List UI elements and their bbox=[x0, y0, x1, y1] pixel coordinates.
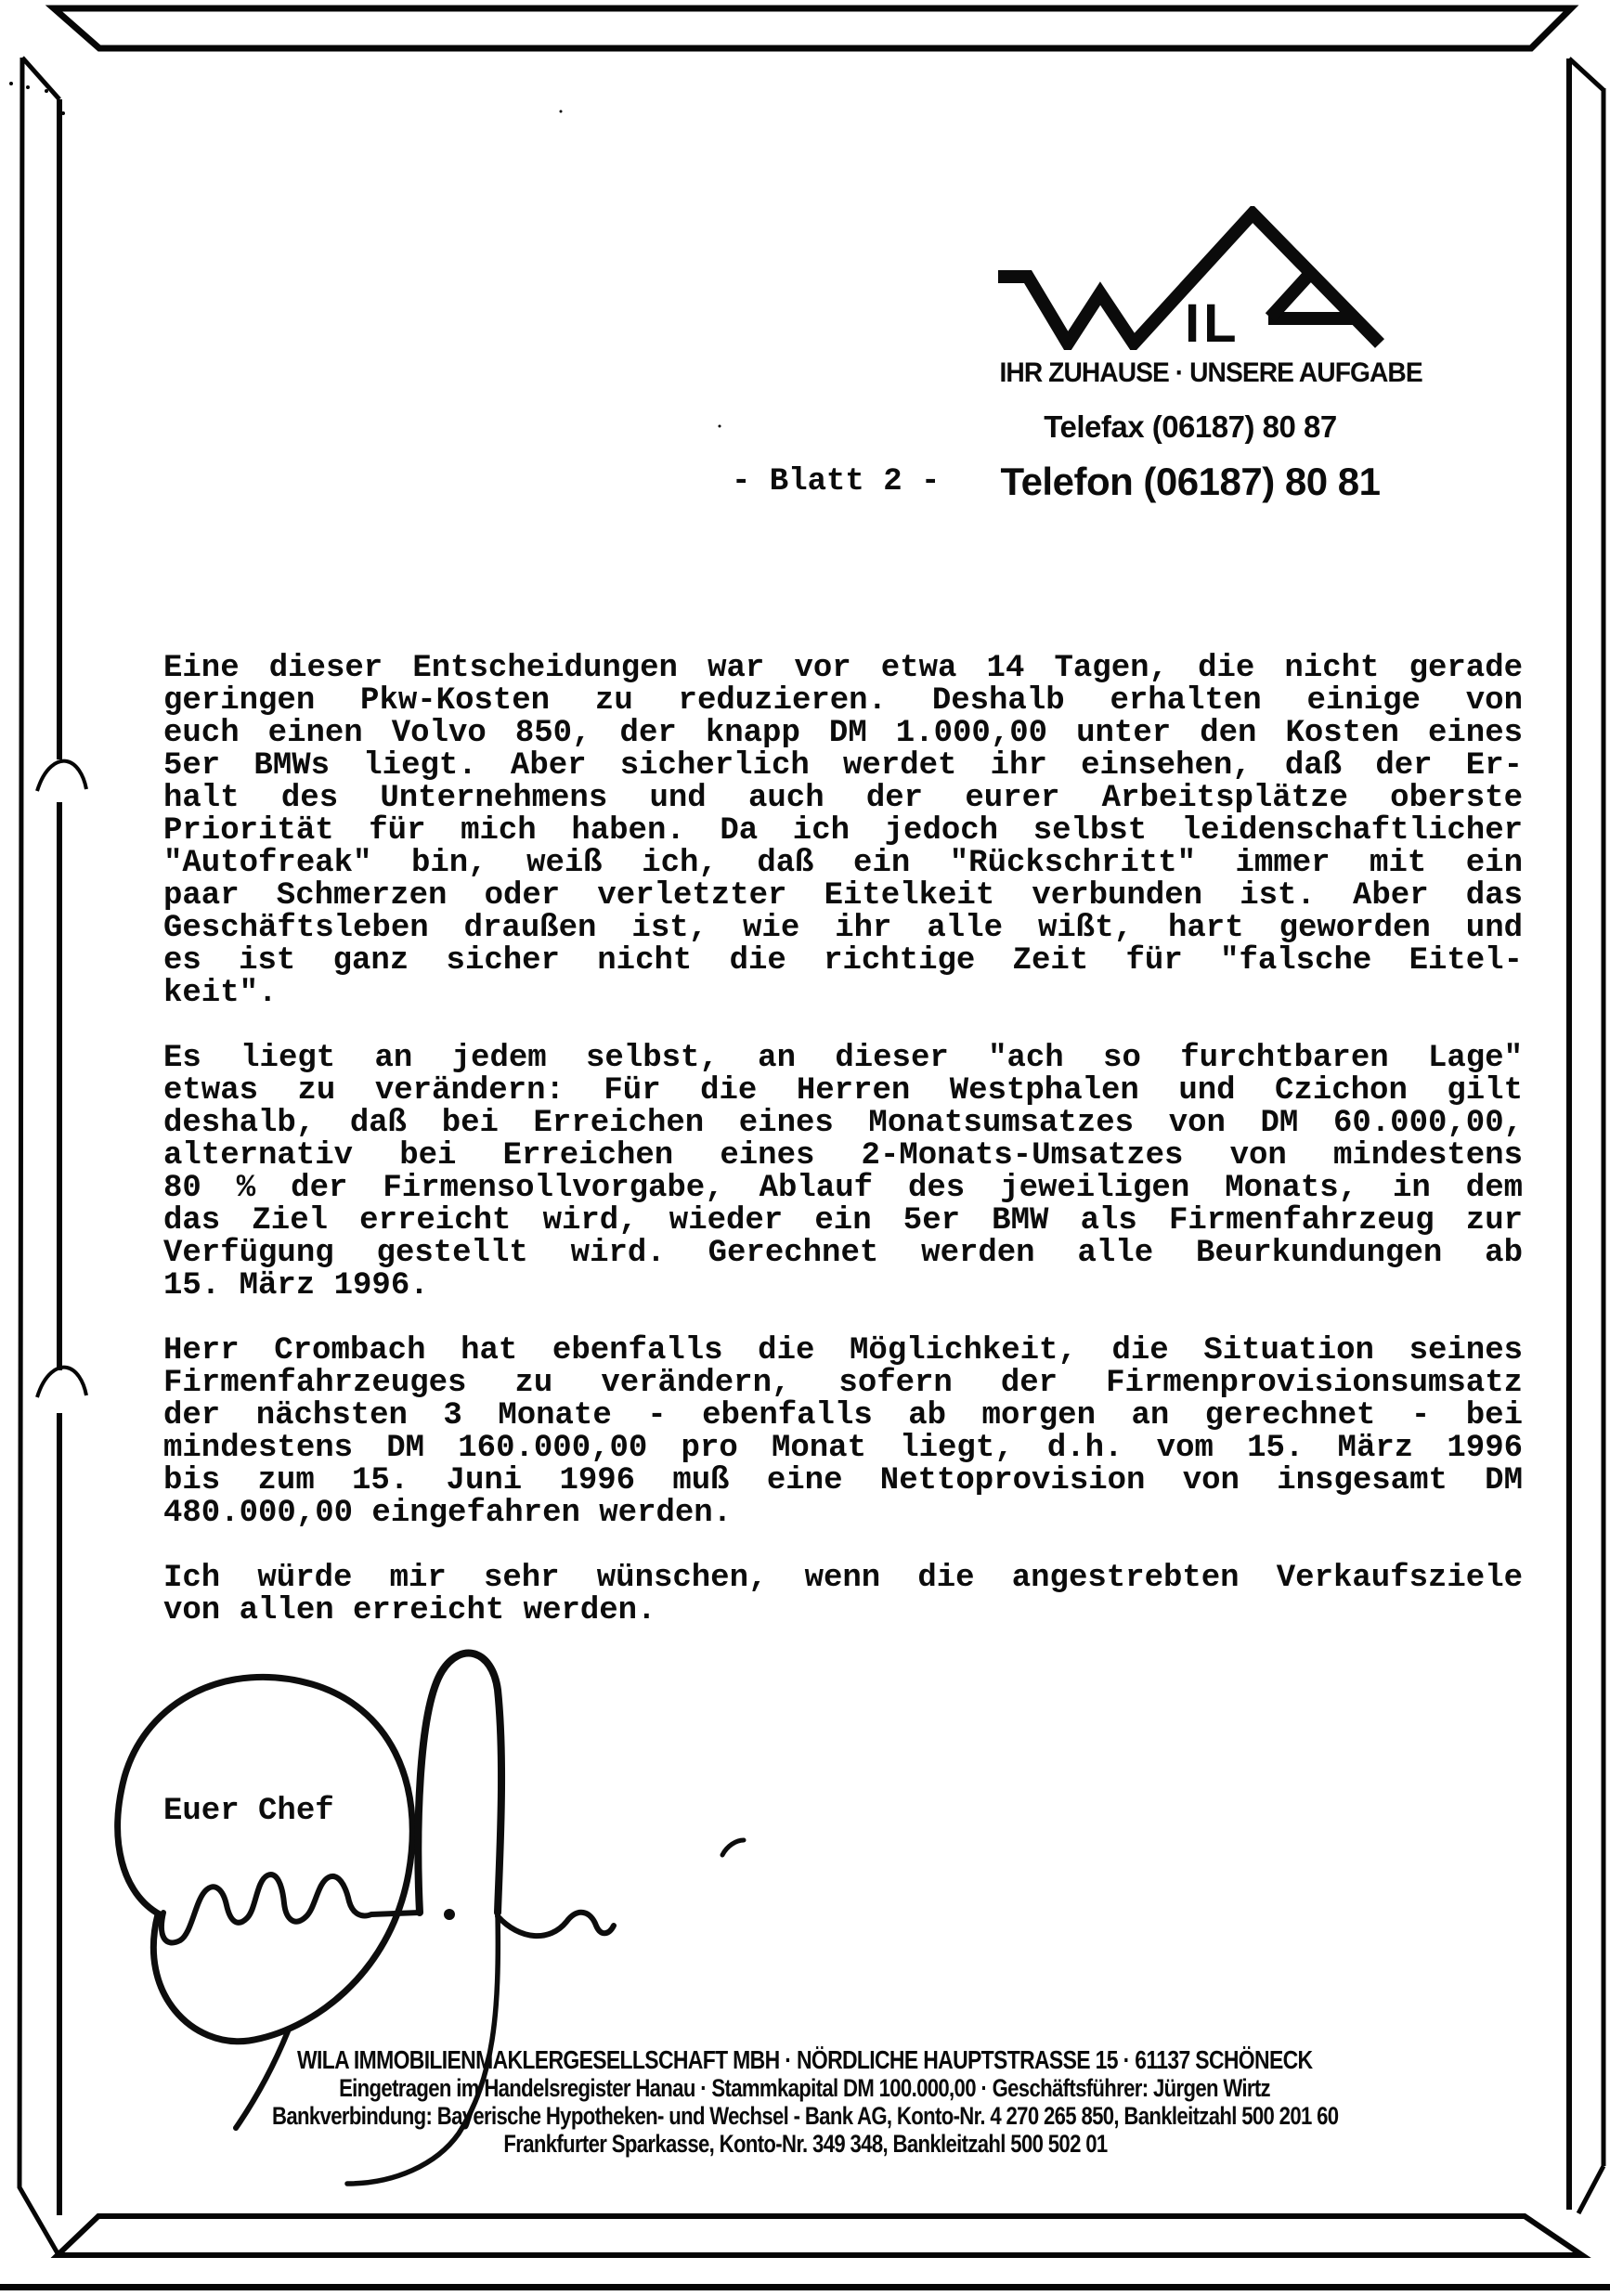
body-line: Es liegt an jedem selbst, an dieser "ach so furchtbaren Lage" bbox=[163, 1041, 1523, 1076]
body-line: Geschäftsleben draußen ist, wie ihr alle wißt, hart geworden und bbox=[163, 911, 1523, 946]
footer-line: Eingetragen im Handelsregister Hanau · Stammkapital DM 100.000,00 · Geschäftsführer: Jürgen Wirtz bbox=[339, 2074, 1271, 2102]
footer-line: WILA IMMOBILIENMAKLERGESELLSCHAFT MBH · NÖRDLICHE HAUPTSTRASSE 15 · 61137 SCHÖNECK bbox=[297, 2045, 1313, 2074]
sheet-label: - Blatt 2 - bbox=[732, 464, 941, 499]
body-line: Verfügung gestellt wird. Gerechnet werden alle Beurkundungen ab bbox=[163, 1236, 1523, 1271]
body-line: bis zum 15. Juni 1996 muß eine Nettoprovision von insgesamt DM bbox=[163, 1463, 1523, 1498]
body-line: Firmenfahrzeuges zu verändern, sofern der Firmenprovisionsumsatz bbox=[163, 1366, 1523, 1401]
body-line: mindestens DM 160.000,00 pro Monat liegt, d.h. vom 15. März 1996 bbox=[163, 1431, 1523, 1466]
logo-brand-letters: IL bbox=[1185, 293, 1240, 350]
body-line: keit". bbox=[163, 976, 278, 1011]
closing-label: Euer Chef bbox=[163, 1794, 334, 1829]
body-line: paar Schmerzen oder verletzter Eitelkeit verbunden ist. Aber das bbox=[163, 878, 1523, 914]
fax-number: Telefax (06187) 80 87 bbox=[1044, 409, 1337, 444]
body-line: deshalb, daß bei Erreichen eines Monatsumsatzes von DM 60.000,00, bbox=[163, 1106, 1523, 1141]
body-line: 5er BMWs liegt. Aber sicherlich werdet ihr einsehen, daß der Er- bbox=[163, 748, 1523, 784]
body-line: alternativ bei Erreichen eines 2-Monats-Umsatzes von mindestens bbox=[163, 1138, 1523, 1174]
footer-line: Frankfurter Sparkasse, Konto-Nr. 349 348, Bankleitzahl 500 502 01 bbox=[502, 2130, 1108, 2158]
body-line: das Ziel erreicht wird, wieder ein 5er BMW als Firmenfahrzeug zur bbox=[163, 1203, 1523, 1239]
body-line: 15. März 1996. bbox=[163, 1268, 429, 1304]
phone-number: Telefon (06187) 80 81 bbox=[1000, 460, 1381, 503]
body-line: es ist ganz sicher nicht die richtige Zeit für "falsche Eitel- bbox=[163, 943, 1523, 979]
body-line: 480.000,00 eingefahren werden. bbox=[163, 1496, 733, 1531]
body-line: geringen Pkw-Kosten zu reduzieren. Deshalb erhalten einige von bbox=[163, 683, 1523, 719]
body-line: "Autofreak" bin, weiß ich, daß ein "Rückschritt" immer mit ein bbox=[163, 846, 1523, 881]
body-line: Eine dieser Entscheidungen war vor etwa 14 Tagen, die nicht gerade bbox=[163, 651, 1523, 686]
body-line: 80 % der Firmensollvorgabe, Ablauf des jeweiligen Monats, in dem bbox=[163, 1171, 1523, 1206]
body-line: Priorität für mich haben. Da ich jedoch selbst leidenschaftlicher bbox=[163, 813, 1523, 849]
body-line: halt des Unternehmens und auch der eurer Arbeitsplätze oberste bbox=[163, 781, 1523, 816]
footer bbox=[0, 2046, 1610, 2158]
body-line: Herr Crombach hat ebenfalls die Möglichkeit, die Situation seines bbox=[163, 1333, 1523, 1369]
logo-tagline: IHR ZUHAUSE · UNSERE AUFGABE bbox=[999, 357, 1422, 388]
body-line: etwas zu verändern: Für die Herren Westphalen und Czichon gilt bbox=[163, 1073, 1523, 1109]
body-line: euch einen Volvo 850, der knapp DM 1.000,00 unter den Kosten eines bbox=[163, 716, 1523, 751]
body-line: der nächsten 3 Monate - ebenfalls ab morgen an gerechnet - bei bbox=[163, 1398, 1523, 1433]
footer-line: Bankverbindung: Bayerische Hypotheken- und Wechsel - Bank AG, Konto-Nr. 4 270 265 850, Bankleitzahl 500 201 60 bbox=[271, 2102, 1339, 2130]
body-line: von allen erreicht werden. bbox=[163, 1593, 656, 1628]
body-line: Ich würde mir sehr wünschen, wenn die angestrebten Verkaufsziele bbox=[163, 1561, 1523, 1596]
